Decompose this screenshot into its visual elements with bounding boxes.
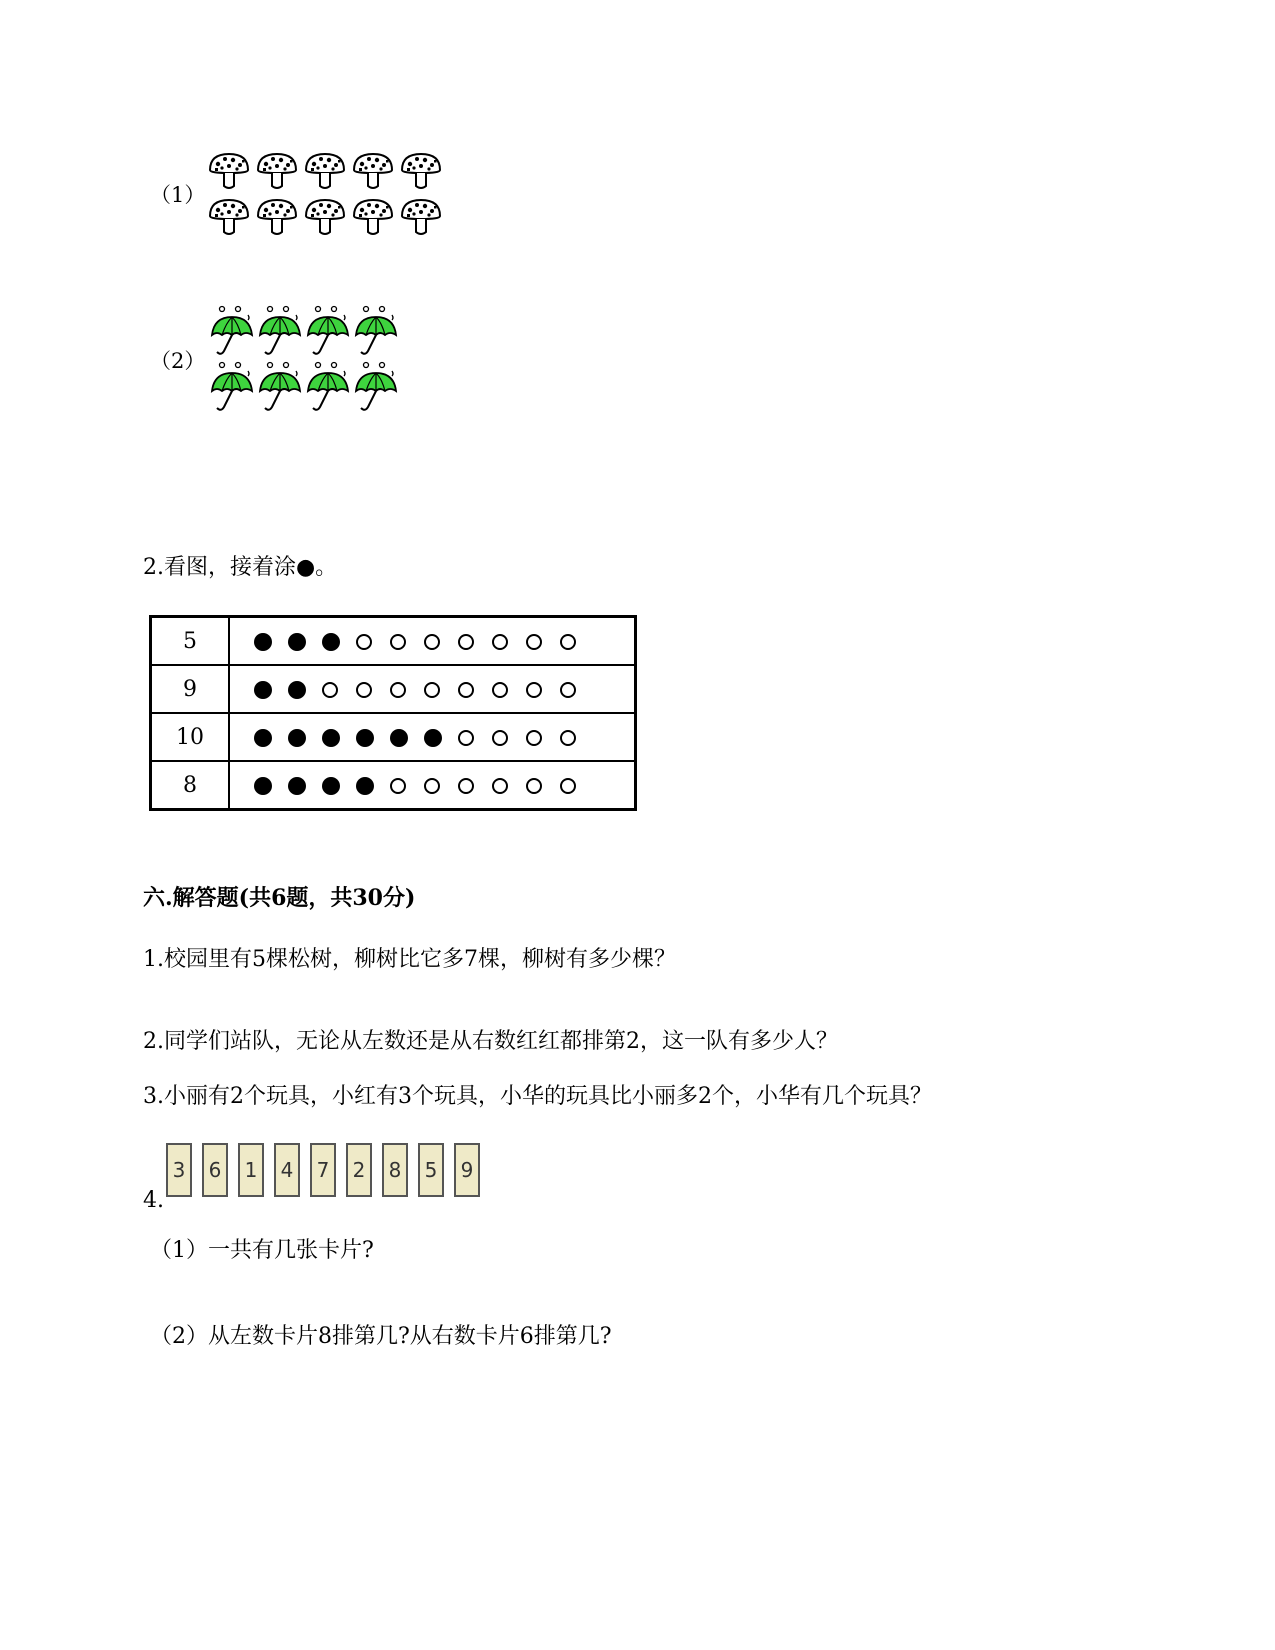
number-card: 8: [382, 1143, 408, 1197]
question-2-title: 2.看图，接着涂●。: [143, 555, 338, 580]
filled-dot: [288, 681, 306, 699]
filled-dot: [390, 729, 408, 747]
empty-dot: [560, 634, 576, 650]
number-cards: [166, 1143, 480, 1197]
filled-dot: [356, 777, 374, 795]
filled-dot: [322, 633, 340, 651]
mushroom-icon: [253, 148, 301, 194]
dot-table-row: [151, 713, 636, 761]
empty-dot: [560, 682, 576, 698]
empty-dot: [526, 634, 542, 650]
number-card: 7: [310, 1143, 336, 1197]
empty-dot: [458, 778, 474, 794]
number-card: 5: [418, 1143, 444, 1197]
dot-cell: [229, 761, 636, 810]
filled-dot: [254, 681, 272, 699]
problem-4-sub-1: （1）一共有几张卡片?: [150, 1238, 374, 1263]
mushroom-icon: [349, 148, 397, 194]
empty-dot: [560, 730, 576, 746]
umbrella-icon: [303, 304, 351, 360]
number-card: 3: [166, 1143, 192, 1197]
number-card: 6: [202, 1143, 228, 1197]
umbrella-icon: [207, 360, 255, 416]
mushroom-icon: [205, 148, 253, 194]
row-number: 8: [151, 761, 230, 810]
dot-cell: [229, 665, 636, 713]
umbrella-icon: [351, 304, 399, 360]
section-heading: 六.解答题(共6题，共30分): [143, 885, 416, 911]
mushroom-icon: [301, 148, 349, 194]
empty-dot: [492, 778, 508, 794]
mushroom-icon: [397, 194, 445, 240]
part2-label: （2）: [150, 349, 206, 373]
umbrella-icon: [255, 360, 303, 416]
dot-table: [149, 615, 637, 811]
problem-1: 1.校园里有5棵松树，柳树比它多7棵，柳树有多少棵？: [143, 947, 676, 972]
mushroom-icon: [349, 194, 397, 240]
filled-dot: [288, 729, 306, 747]
problem-2: 2.同学们站队，无论从左数还是从右数红红都排第2，这一队有多少人？: [143, 1029, 838, 1054]
row-number: 9: [151, 665, 230, 713]
mushroom-icon: [205, 194, 253, 240]
empty-dot: [492, 730, 508, 746]
empty-dot: [458, 730, 474, 746]
empty-dot: [390, 778, 406, 794]
mushroom-icon: [397, 148, 445, 194]
filled-dot: [322, 777, 340, 795]
dot-cell: [229, 617, 636, 666]
dot-cell: [229, 713, 636, 761]
filled-dot: [424, 729, 442, 747]
empty-dot: [492, 682, 508, 698]
empty-dot: [492, 634, 508, 650]
dot-table-row: [151, 617, 636, 666]
empty-dot: [458, 634, 474, 650]
umbrella-grid: [207, 304, 399, 416]
dot-table-row: [151, 665, 636, 713]
number-card: 2: [346, 1143, 372, 1197]
empty-dot: [526, 730, 542, 746]
empty-dot: [322, 682, 338, 698]
empty-dot: [390, 634, 406, 650]
number-card: 1: [238, 1143, 264, 1197]
umbrella-icon: [207, 304, 255, 360]
empty-dot: [356, 682, 372, 698]
filled-dot: [254, 777, 272, 795]
mushroom-icon: [253, 194, 301, 240]
row-number: 10: [151, 713, 230, 761]
mushroom-icon: [301, 194, 349, 240]
filled-dot: [288, 777, 306, 795]
dot-table-row: [151, 761, 636, 810]
empty-dot: [424, 634, 440, 650]
row-number: 5: [151, 617, 230, 666]
filled-dot: [254, 633, 272, 651]
empty-dot: [526, 778, 542, 794]
empty-dot: [560, 778, 576, 794]
filled-dot: [322, 729, 340, 747]
filled-dot: [288, 633, 306, 651]
empty-dot: [424, 778, 440, 794]
umbrella-icon: [303, 360, 351, 416]
number-card: 9: [454, 1143, 480, 1197]
empty-dot: [526, 682, 542, 698]
part1-label: （1）: [150, 183, 206, 207]
filled-dot: [356, 729, 374, 747]
umbrella-icon: [351, 360, 399, 416]
mushroom-grid: [205, 148, 445, 240]
filled-dot: [254, 729, 272, 747]
empty-dot: [390, 682, 406, 698]
empty-dot: [424, 682, 440, 698]
umbrella-icon: [255, 304, 303, 360]
number-card: 4: [274, 1143, 300, 1197]
problem-3: 3.小丽有2个玩具，小红有3个玩具，小华的玩具比小丽多2个，小华有几个玩具？: [143, 1084, 932, 1109]
empty-dot: [458, 682, 474, 698]
problem-4-sub-2: （2）从左数卡片8排第几?从右数卡片6排第几?: [150, 1324, 612, 1349]
empty-dot: [356, 634, 372, 650]
problem-4-number: 4.: [143, 1188, 164, 1213]
